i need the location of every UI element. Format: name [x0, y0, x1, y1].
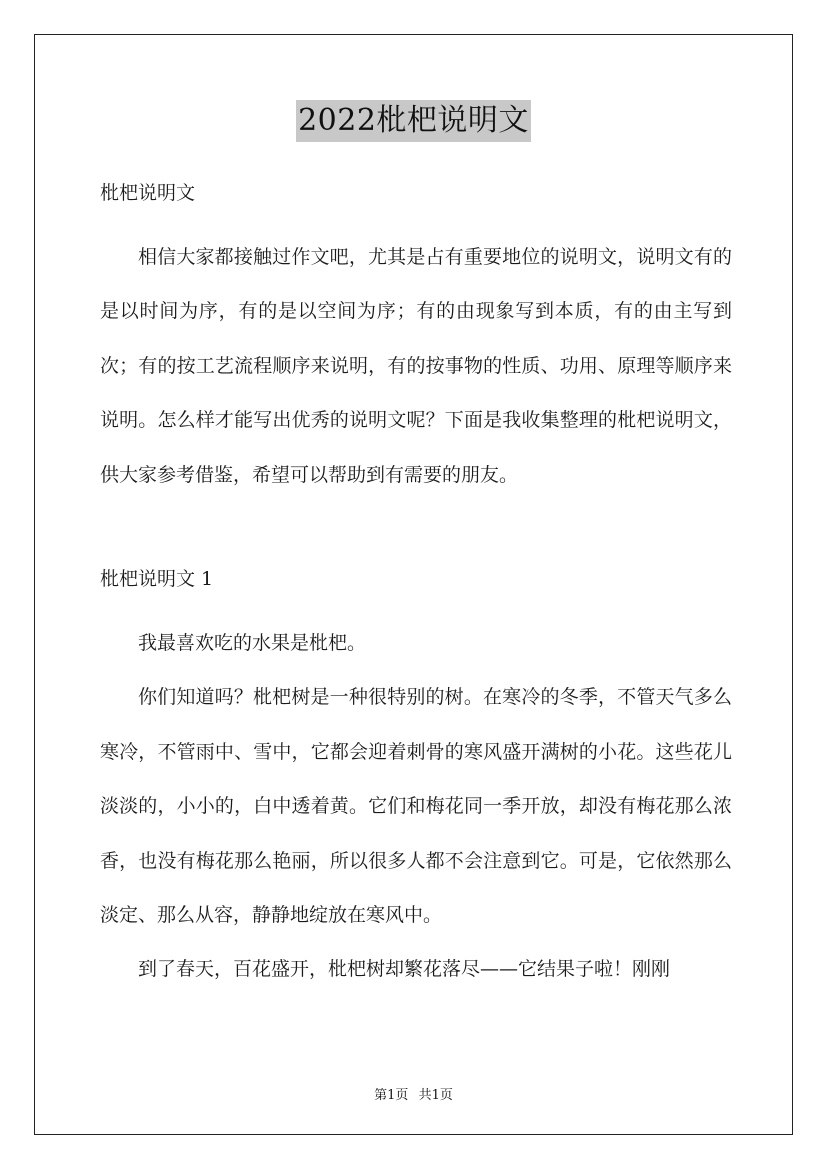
- page-total: 共1页: [418, 1088, 453, 1103]
- page-footer: [0, 1084, 827, 1103]
- section-paragraph-3: 到了春天，百花盛开，枇杷树却繁花落尽——它结果子啦！刚刚: [138, 958, 671, 981]
- spacer: [100, 210, 732, 230]
- spacer: [100, 596, 732, 616]
- intro-paragraph: 相信大家都接触过作文吧，尤其是占有重要地位的说明文，说明文有的是以时间为序，有的是以空间为序；有的由现象写到本质，有的由主写到次；有的按工艺流程顺序来说明，有的按事物的性质、功用、原理等顺序来说明。怎么样才能写出优秀的说明文呢？下面是我收集整理的枇杷说明文，供大家参考借鉴，希望可以帮助到有需要的朋友。: [100, 246, 732, 486]
- document-body: [100, 176, 732, 997]
- section-paragraph-1: 我最喜欢吃的水果是枇杷。: [138, 632, 367, 655]
- document-title: 2022枇杷说明文: [296, 100, 531, 142]
- spacer: [100, 502, 732, 562]
- section-heading: 枇杷说明文 1: [100, 568, 214, 591]
- intro-heading: 枇杷说明文: [100, 182, 196, 204]
- section-paragraph-2: 你们知道吗？枇杷树是一种很特别的树。在寒冷的冬季，不管天气多么寒冷，不管雨中、雪中，它都会迎着刺骨的寒风盛开满树的小花。这些花儿淡淡的，小小的，白中透着黄。它们和梅花同一季开放，却没有梅花那么浓香，也没有梅花那么艳丽，所以很多人都不会注意到它。可是，它依然那么淡定、那么从容，静静地绽放在寒风中。: [100, 686, 732, 927]
- title-container: [0, 100, 827, 142]
- page-number: 第1页: [374, 1088, 409, 1103]
